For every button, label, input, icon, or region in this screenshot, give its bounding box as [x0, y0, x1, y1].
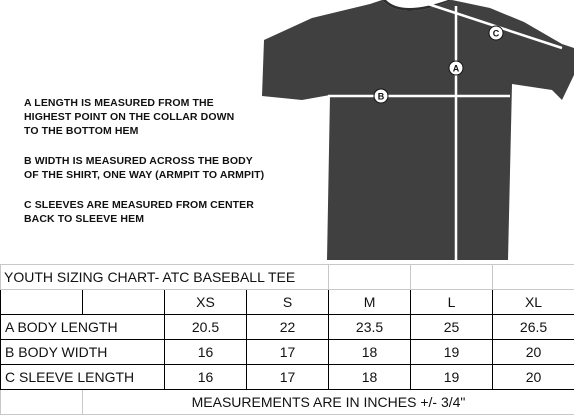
row-label-body-length: A BODY LENGTH	[1, 315, 165, 340]
table-cell: 26.5	[493, 315, 574, 340]
table-cell: 19	[411, 340, 493, 365]
chart-title: YOUTH SIZING CHART- ATC BASEBALL TEE	[1, 265, 329, 290]
blank-cell	[329, 265, 411, 290]
shirt-diagram	[262, 0, 574, 262]
column-header-l: L	[411, 290, 493, 315]
size-table	[0, 264, 574, 415]
footer-row	[1, 390, 574, 415]
marker-a	[449, 61, 463, 75]
marker-c	[489, 26, 503, 40]
row-label-sleeve-length: C SLEEVE LENGTH	[1, 365, 165, 390]
marker-c-label: C	[492, 28, 500, 39]
blank-cell	[1, 390, 83, 415]
table-cell: 18	[329, 340, 411, 365]
table-cell: 20	[493, 365, 574, 390]
table-cell: 20	[493, 340, 574, 365]
column-header-xs: XS	[165, 290, 247, 315]
table-cell: 23.5	[329, 315, 411, 340]
marker-b-label: B	[377, 91, 385, 102]
measurement-note: MEASUREMENTS ARE IN INCHES +/- 3/4"	[83, 390, 574, 415]
table-cell: 19	[411, 365, 493, 390]
table-row	[1, 365, 574, 390]
shirt-shape	[262, 0, 574, 260]
title-row	[1, 265, 574, 290]
shirt-illustration	[262, 0, 574, 262]
table-row	[1, 340, 574, 365]
table-cell: 17	[247, 365, 329, 390]
note-length: A LENGTH IS MEASURED FROM THE HIGHEST POINT ON THE COLLAR DOWN TO THE BOTTOM HEM	[24, 97, 235, 137]
table-cell: 16	[165, 365, 247, 390]
table-cell: 18	[329, 365, 411, 390]
blank-header-cell	[83, 290, 165, 315]
column-header-xl: XL	[493, 290, 574, 315]
marker-a-label: A	[452, 63, 460, 74]
note-sleeve: C SLEEVES ARE MEASURED FROM CENTER BACK TO SLEEVE HEM	[24, 199, 254, 225]
marker-b	[374, 89, 388, 103]
table-row	[1, 315, 574, 340]
row-label-body-width: B BODY WIDTH	[1, 340, 165, 365]
column-header-s: S	[247, 290, 329, 315]
table-cell: 22	[247, 315, 329, 340]
blank-cell	[493, 265, 574, 290]
table-cell: 17	[247, 340, 329, 365]
blank-header-cell	[1, 290, 83, 315]
table-cell: 20.5	[165, 315, 247, 340]
column-header-m: M	[329, 290, 411, 315]
header-row	[1, 290, 574, 315]
note-width: B WIDTH IS MEASURED ACROSS THE BODY OF THE SHIRT, ONE WAY (ARMPIT TO ARMPIT)	[24, 155, 265, 181]
table-cell: 16	[165, 340, 247, 365]
sizing-chart	[0, 264, 574, 419]
table-cell: 25	[411, 315, 493, 340]
blank-cell	[411, 265, 493, 290]
